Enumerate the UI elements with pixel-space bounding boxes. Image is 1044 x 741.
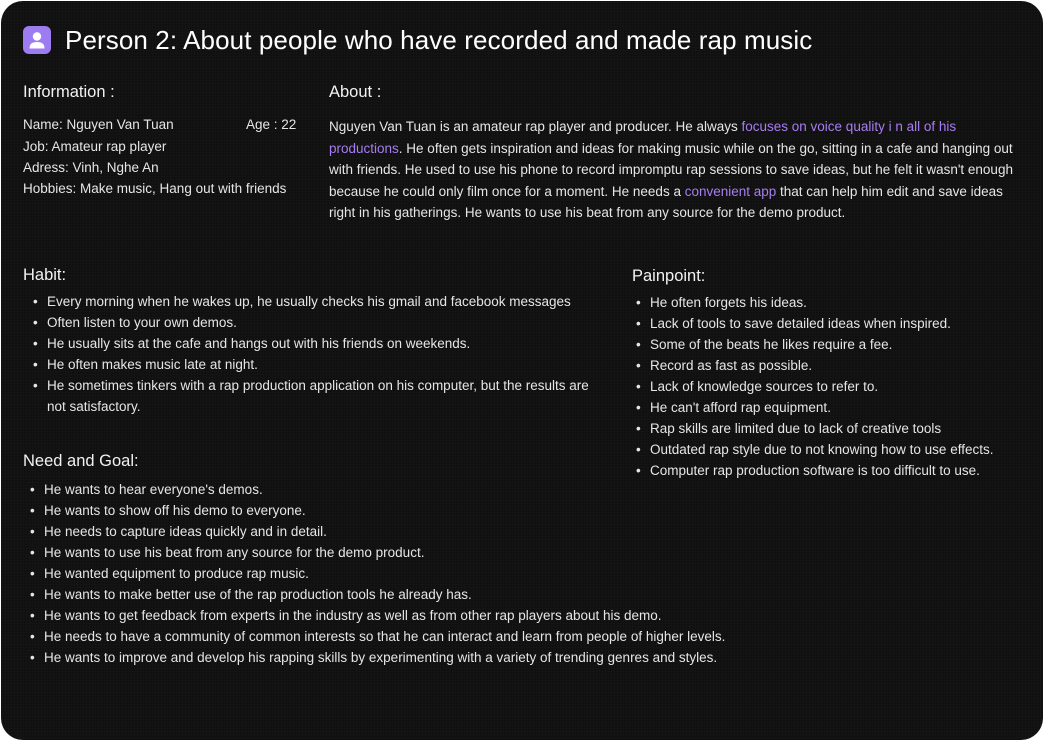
painpoint-item: • Lack of tools to save detailed ideas when inspired.	[626, 313, 1021, 334]
persona-card	[1, 1, 1043, 740]
information-heading: Information :	[23, 83, 115, 101]
highlight-convenient-app: convenient app	[684, 183, 777, 199]
habit-item: • He often makes music late at night.	[23, 354, 608, 375]
painpoint-item: • Computer rap production software is too difficult to use.	[626, 460, 1021, 481]
about-paragraph: Nguyen Van Tuan is an amateur rap player and producer. He always focuses on voice quality i n all of his productions. He often gets inspiration and ideas for making music while on the go, sitting in a cafe and hanging out with friends. He used to use his phone to record impromptu rap sessions to save ideas, but he felt it wasn't enough because he could only film once for a moment. He needs a convenient app that can help him edit and save ideas right in his gatherings. He wants to use his beat from any source for the demo product.	[329, 119, 1013, 220]
habit-item: • Often listen to your own demos.	[23, 312, 608, 333]
job-field: Job: Amateur rap player	[23, 139, 167, 154]
page-title: Person 2: About people who have recorded and made rap music	[65, 25, 813, 55]
painpoint-item: • Outdated rap style due to not knowing how to use effects.	[626, 439, 1021, 460]
painpoint-item: • Rap skills are limited due to lack of creative tools	[626, 418, 1021, 439]
painpoint-item: • He can't afford rap equipment.	[626, 397, 1021, 418]
need-goal-item: • He wants to make better use of the rap production tools he already has.	[20, 584, 730, 605]
habit-item: • Every morning when he wakes up, he usually checks his gmail and facebook messages	[23, 291, 608, 312]
need-goal-item: • He wants to get feedback from experts in the industry as well as from other rap players about his demo.	[20, 605, 730, 626]
painpoint-heading: Painpoint:	[632, 267, 706, 285]
painpoint-item: • Some of the beats he likes require a fee.	[626, 334, 1021, 355]
painpoint-item: • Lack of knowledge sources to refer to.	[626, 376, 1021, 397]
person-icon	[23, 26, 51, 54]
need-goal-item: • He wants to improve and develop his rapping skills by experimenting with a variety of trending genres and styles.	[20, 647, 730, 668]
painpoint-item: • He often forgets his ideas.	[626, 292, 1021, 313]
need-goal-item: • He needs to capture ideas quickly and in detail.	[20, 521, 730, 542]
need-goal-heading: Need and Goal:	[23, 452, 139, 470]
habit-item: • He sometimes tinkers with a rap production application on his computer, but the results are not satisfactory.	[23, 375, 608, 417]
age-field: Age : 22	[246, 117, 297, 132]
name-field: Name: Nguyen Van Tuan	[23, 117, 174, 132]
habit-heading: Habit:	[23, 266, 67, 284]
need-goal-item: • He wants to show off his demo to everyone.	[20, 500, 730, 521]
painpoint-item: • Record as fast as possible.	[626, 355, 1021, 376]
about-heading: About :	[329, 83, 382, 101]
address-field: Adress: Vinh, Nghe An	[23, 160, 159, 175]
painpoint-list	[626, 292, 1021, 481]
need-goal-item: • He wants to hear everyone's demos.	[20, 479, 730, 500]
highlight-voice-quality: focuses on voice quality i n all of his productions	[329, 119, 957, 156]
habit-item: • He usually sits at the cafe and hangs out with his friends on weekends.	[23, 333, 608, 354]
need-goal-item: • He wanted equipment to produce rap music.	[20, 563, 730, 584]
habit-list	[23, 291, 608, 417]
hobbies-field: Hobbies: Make music, Hang out with friends	[23, 181, 287, 196]
need-goal-item: • He wants to use his beat from any source for the demo product.	[20, 542, 730, 563]
need-goal-list	[20, 479, 730, 668]
need-goal-item: • He needs to have a community of common interests so that he can interact and learn from people of higher levels.	[20, 626, 730, 647]
